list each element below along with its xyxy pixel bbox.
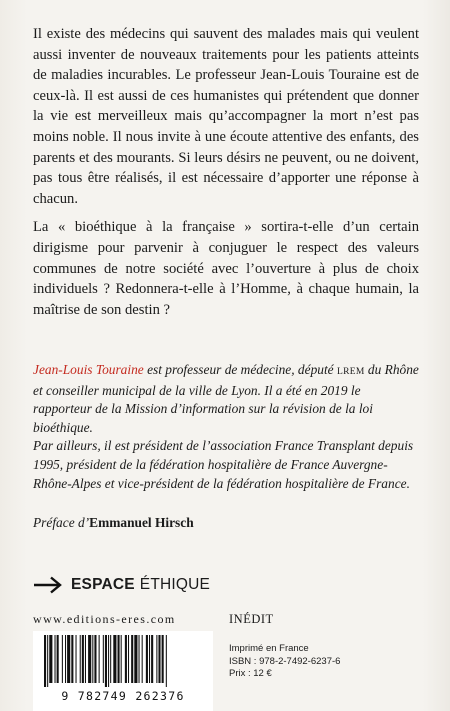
barcode-bar [108, 635, 109, 687]
party-name: LREM [336, 367, 365, 377]
barcode-bar [128, 635, 129, 683]
barcode-bar [134, 635, 137, 683]
barcode-bar [142, 635, 143, 683]
barcode-bar [85, 635, 86, 683]
barcode-bar [57, 635, 59, 683]
barcode-bar [44, 635, 46, 687]
barcode-bar [92, 635, 93, 683]
barcode-bar [139, 635, 140, 683]
barcode-bar [125, 635, 127, 683]
barcode-bar [94, 635, 96, 683]
edition-status: INÉDIT [229, 612, 274, 626]
collection-name [33, 572, 210, 598]
bio-text-c: Par ailleurs, il est président de l’association France Transplant depuis 1995, président de la fédération hospitalière de France Auvergne-Rhône-Alpes et vice-président de la fédération hospitalière de France. [33, 438, 414, 491]
barcode-bar [71, 635, 73, 683]
barcode-bar [105, 635, 107, 687]
printed-in: Imprimé en France [229, 643, 309, 654]
author-biography [33, 361, 421, 493]
intro-paragraph-2: La « bioéthique à la française » sortira-t-elle d’un certain dirigisme pour parvenir à conjuguer le respect des valeurs communes de notre société avec l’ouverture à plus de choix individuels ? Redonnera-t-elle à l’Homme, à chaque humain, la maîtrise de son destin ? [33, 219, 419, 318]
barcode-bar [156, 635, 157, 683]
barcode-bar [55, 635, 56, 683]
barcode-bar [151, 635, 153, 683]
preface-prefix: Préface d’ [33, 515, 90, 530]
barcode-bar [131, 635, 133, 683]
price: Prix : 12 € [229, 668, 272, 679]
barcode-bar [110, 635, 111, 683]
barcode-bars [44, 635, 202, 687]
barcode-bar [88, 635, 91, 683]
collection-rest: ÉTHIQUE [139, 576, 211, 593]
barcode-bar [103, 635, 104, 683]
preface-credit [33, 515, 194, 531]
barcode-bar [113, 635, 116, 683]
isbn-barcode [33, 631, 213, 711]
barcode-bar [62, 635, 63, 683]
publication-info [229, 643, 340, 681]
intro-paragraph-1: Il existe des médecins qui sauvent des malades mais qui veulent aussi inventer de nouveaux traitements pour les patients atteints de maladies incurables. Le professeur Jean-Louis Touraine est de ceux-là. Il est aussi de ces humanistes qui prétendent que donner la vie est merveilleux mais qu’accompagner la mort n’est pas moins noble. Il nous invite à une écoute attentive des enfants, des parents et des mourants. Si leurs désirs ne peuvent, ou ne doivent, pas tous être réalisés, il est nécessaire d’apporter une réponse à chacun. [33, 26, 419, 207]
barcode-bar [118, 635, 120, 683]
barcode-bar [49, 635, 52, 683]
arrow-right-icon [33, 576, 63, 594]
bio-text-b: du Rhône et conseiller municipal de la ville de Lyon. Il a été en 2019 le rapporteur de la Mission d’information sur la révision de la loi bioéthique. [33, 362, 419, 435]
barcode-bar [121, 635, 122, 683]
collection-bold: ESPACE [71, 576, 135, 593]
barcode-bar [146, 635, 148, 683]
barcode-digits: 9 782749 262376 [61, 689, 185, 703]
barcode-bar [99, 635, 100, 683]
barcode-bar [47, 635, 48, 687]
isbn-number: ISBN : 978-2-7492-6237-6 [229, 655, 341, 667]
preface-author: Emmanuel Hirsch [89, 515, 194, 530]
barcode-bar [67, 635, 70, 683]
intro-text [33, 24, 419, 320]
barcode-bar [65, 635, 66, 683]
barcode-bar [166, 635, 167, 687]
author-name: Jean-Louis Touraine [33, 362, 144, 377]
bio-text-a: est professeur de médecine, député [143, 362, 337, 377]
barcode-bar [162, 635, 164, 683]
barcode-bar [80, 635, 81, 683]
barcode-bar [149, 635, 150, 683]
barcode-bar [76, 635, 77, 683]
barcode-bar [82, 635, 84, 683]
barcode-bar [158, 635, 160, 683]
publisher-website: www.editions-eres.com [33, 612, 176, 626]
